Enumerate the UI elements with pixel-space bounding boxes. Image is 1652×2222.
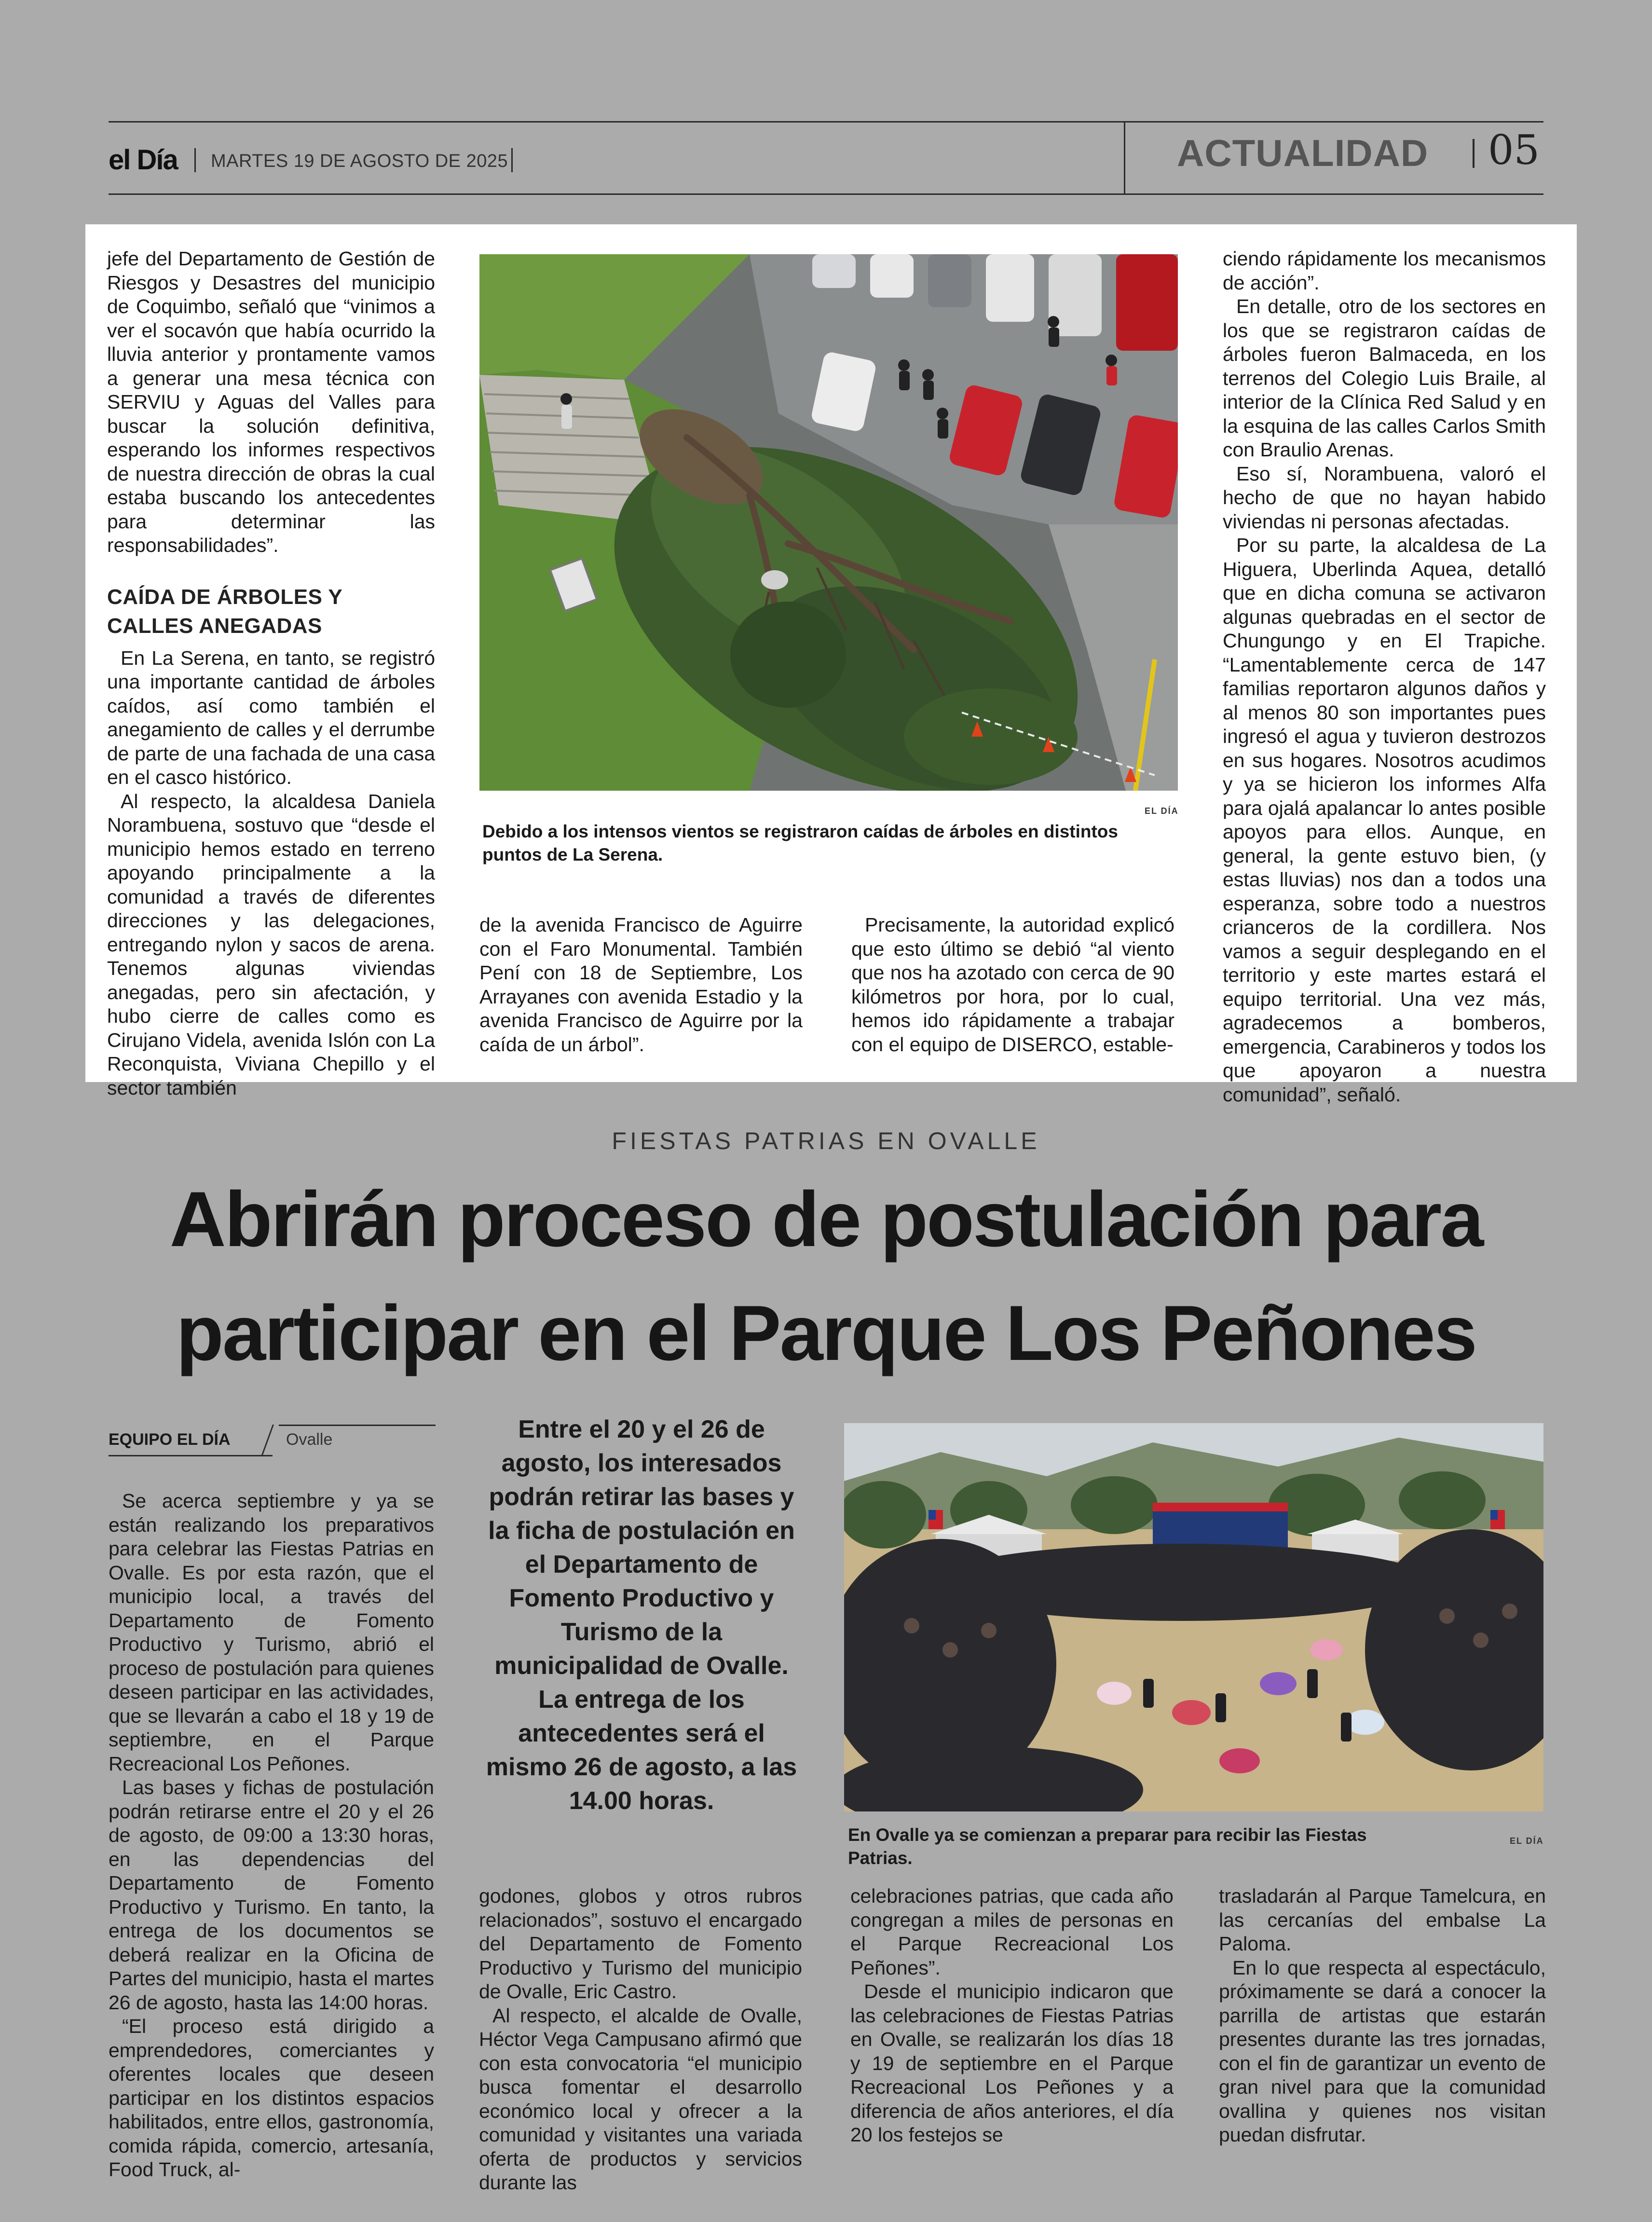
bottom-article-column-1: [109, 1489, 434, 2182]
body-paragraph: de la avenida Francisco de Aguirre con el Faro Monumental. También Pení con 18 de Septiembre, Los Arrayanes con avenida Estadio y la avenida Francisco de Aguirre por la caída de un árbol”.: [479, 914, 803, 1056]
byline-rule: [279, 1425, 436, 1426]
headline-line: Abrirán proceso de postulación para: [169, 1176, 1483, 1263]
body-paragraph: En lo que respecta al espectáculo, próximamente se dará a conocer la parrilla de artistas que estarán presentes durante las tres jornadas, con el fin de garantizar un evento de gran nivel para que la comunidad ovallina y quienes nos visitan puedan disfrutar.: [1219, 1956, 1546, 2146]
article-headline: [0, 1163, 1652, 1390]
photo-caption: Debido a los intensos vientos se registraron caídas de árboles en distintos puntos de La Serena.: [482, 822, 1118, 864]
bottom-article-column-2: [479, 1884, 802, 2195]
photo-credit: EL DÍA: [1145, 806, 1179, 816]
top-article-column-3: [851, 913, 1174, 1056]
header-top-rule: [109, 121, 1543, 123]
pull-quote: Entre el 20 y el 26 de agosto, los interesados podrán retirar las bases y la ficha de postulación en el Departamento de Fomento Productivo y Turismo de la municipalidad de Ovalle. La entrega de los antecedentes será el mismo 26 de agosto, a las 14.00 horas.: [486, 1415, 797, 1815]
fallen-tree-photo: [479, 254, 1178, 791]
body-paragraph: Se acerca septiembre y ya se están realizando los preparativos para celebrar las Fiestas Patrias en Ovalle. Es por esta razón, que el municipio local, a través del Departamento de Fomento Productivo y Turismo, abrió el proceso de postulación para quienes deseen participar en las actividades, que se llevarán a cabo el 18 y 19 de septiembre, en el Parque Recreacional Los Peñones.: [109, 1490, 434, 1775]
header-divider: [1124, 121, 1125, 195]
body-paragraph: jefe del Departamento de Gestión de Riesgos y Desastres del municipio de Coquimbo, señaló que “vinimos a ver el socavón que había ocurrido la lluvia anterior y prontamente vamos a generar una mesa técnica con SERVIU y Aguas del Valles para buscar la solución definitiva, esperando los informes respectivos de nuestra dirección de obras la cual estaba buscando los antecedentes para determinar las responsabilidades”.: [107, 247, 435, 556]
byline: EQUIPO EL DÍA: [109, 1430, 231, 1449]
body-paragraph: Al respecto, la alcaldesa Daniela Norambuena, sostuvo que “desde el municipio hemos estado en terreno apoyando principalmente a la comunidad a través de diferentes direcciones y las delegaciones, entregando nylon y sacos de arena. Tenemos algunas viviendas anegadas, pero sin afectación, y hubo cierre de calles como es Cirujano Videla, avenida Islón con La Reconquista, Viviana Chepillo y el sector también: [107, 790, 435, 1099]
header-separator: [1473, 139, 1475, 168]
photo-credit: EL DÍA: [1510, 1836, 1544, 1846]
body-paragraph: trasladarán al Parque Tamelcura, en las cercanías del embalse La Paloma.: [1219, 1885, 1546, 1955]
body-paragraph: godones, globos y otros rubros relacionados”, sostuvo el encargado del Departamento de Fomento Productivo y Turismo del municipio de Ovalle, Eric Castro.: [479, 1885, 802, 2003]
issue-date: MARTES 19 DE AGOSTO DE 2025: [211, 151, 508, 171]
header-separator: [194, 148, 196, 172]
bottom-article-column-4: [1219, 1884, 1546, 2147]
body-paragraph: En La Serena, en tanto, se registró una importante cantidad de árboles caídos, así como también el anegamiento de calles y el derrumbe de parte de una fachada de una casa en el casco histórico.: [107, 646, 435, 788]
byline-rule: [109, 1455, 273, 1456]
top-article-column-1: [107, 247, 435, 1100]
body-paragraph: celebraciones patrias, que cada año congregan a miles de personas en el Parque Recreacional Los Peñones”.: [850, 1885, 1174, 1979]
top-article-column-2: [479, 913, 803, 1056]
fallen-tree-illustration: [479, 254, 1178, 791]
subheading-line: CAÍDA DE ÁRBOLES Y: [107, 585, 343, 609]
top-article-column-4: [1223, 247, 1546, 1107]
body-paragraph: Las bases y fichas de postulación podrán retirarse entre el 20 y el 26 de agosto, de 09:00 a 13:30 horas, en las dependencias del Departamento de Fomento Productivo y Turismo. En tanto, la entrega de los documentos se deberá realizar en la Oficina de Partes del municipio, hasta el martes 26 de agosto, hasta las 14:00 horas.: [109, 1776, 434, 2014]
headline-line: participar en el Parque Los Peñones: [176, 1289, 1476, 1377]
section-label: ACTUALIDAD: [1177, 132, 1429, 174]
dateline-place: Ovalle: [286, 1430, 333, 1449]
subheading-line: CALLES ANEGADAS: [107, 614, 322, 638]
subheading: [107, 583, 435, 641]
body-paragraph: Precisamente, la autoridad explicó que esto último se debió “al viento que nos ha azotado con cerca de 90 kilómetros por hora, por lo cual, hemos ido rápidamente a trabajar con el equipo de DISERCO, estable-: [851, 914, 1174, 1056]
newspaper-logo: el Día: [109, 144, 177, 176]
body-paragraph: Eso sí, Norambuena, valoró el hecho de que no hayan habido viviendas ni personas afectadas.: [1223, 462, 1546, 533]
page-number: 05: [1488, 126, 1540, 174]
fiestas-patrias-photo: [844, 1423, 1543, 1811]
body-paragraph: Al respecto, el alcalde de Ovalle, Héctor Vega Campusano afirmó que con esta convocatoria “el municipio busca fomentar el desarrollo económico local y ofrecer a la comunidad y visitantes una variada oferta de productos y servicios durante las: [479, 2004, 802, 2194]
header-separator: [511, 148, 513, 172]
folk-dance-illustration: [844, 1423, 1543, 1811]
byline-slash: [261, 1425, 274, 1456]
article-kicker: FIESTAS PATRIAS EN OVALLE: [612, 1127, 1040, 1154]
bottom-article-column-3: [850, 1884, 1174, 2147]
body-paragraph: ciendo rápidamente los mecanismos de acción”.: [1223, 247, 1546, 294]
header-bottom-rule: [109, 193, 1543, 195]
body-paragraph: En detalle, otro de los sectores en los que se registraron caídas de árboles fueron Balmaceda, en los terrenos del Colegio Luis Braile, al interior de la Clínica Red Salud y en la esquina de las calles Carlos Smith con Braulio Arenas.: [1223, 295, 1546, 461]
body-paragraph: Desde el municipio indicaron que las celebraciones de Fiestas Patrias en Ovalle, se realizarán los días 18 y 19 de septiembre en el Parque Recreacional Los Peñones y a diferencia de años anteriores, el día 20 los festejos se: [850, 1980, 1174, 2146]
photo-caption: En Ovalle ya se comienzan a preparar para recibir las Fiestas Patrias.: [848, 1825, 1367, 1868]
body-paragraph: “El proceso está dirigido a emprendedores, comerciantes y oferentes locales que deseen participar en los distintos espacios habilitados, entre ellos, gastronomía, comida rápida, comercio, artesanía, Food Truck, al-: [109, 2015, 434, 2181]
body-paragraph: Por su parte, la alcaldesa de La Higuera, Uberlinda Aquea, detalló que en dicha comuna se activaron algunas quebradas en el sector de Chungungo y en El Trapiche. “Lamentablemente cerca de 147 familias reportaron algunos daños y al menos 80 son importantes pues ingresó el agua y tuvieron destrozos en sus hogares. Nosotros acudimos y ya se hicieron los informes Alfa para ojalá apalancar lo antes posible apoyos para ellos. Aunque, en general, la gente estuvo bien, (y estas lluvias) nos dan a todos una esperanza, sobre todo a nuestros crianceros de la cordillera. Nos vamos a seguir desplegando en el territorio y este martes estará el equipo territorial. Una vez más, agradecemos a bomberos, emergencia, Carabineros y todos los que apoyaron a nuestra comunidad”, señaló.: [1223, 534, 1546, 1106]
